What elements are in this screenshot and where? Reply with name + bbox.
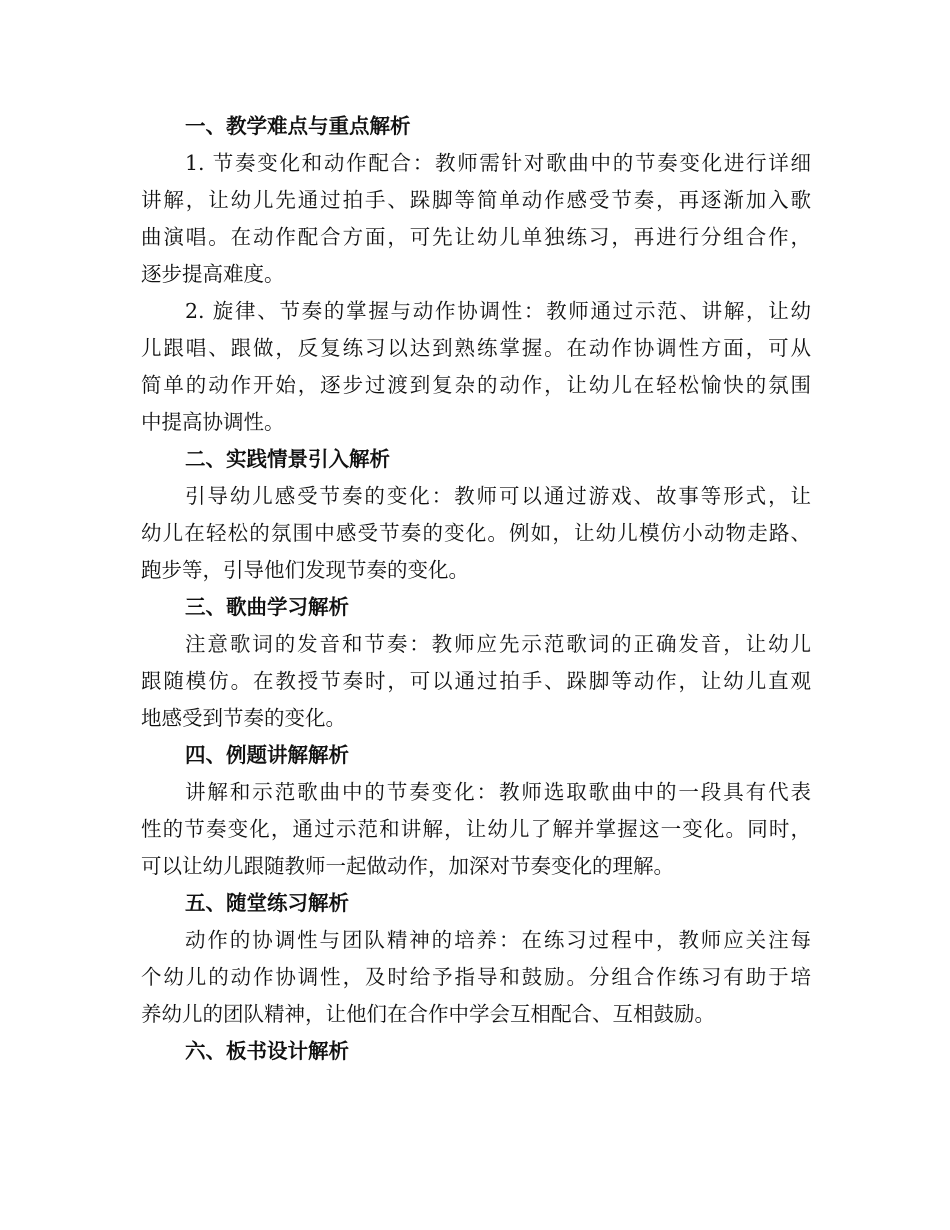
paragraph-line: 个幼儿的动作协调性，及时给予指导和鼓励。分组合作练习有助于培 [141, 965, 811, 989]
paragraph [141, 293, 811, 441]
paragraph-line: 逐步提高难度。 [141, 262, 285, 286]
paragraph-line: 跑步等，引导他们发现节奏的变化。 [141, 558, 469, 582]
paragraph [141, 626, 811, 737]
paragraph-line: 中提高协调性。 [141, 410, 285, 434]
section-heading: 四、例题讲解解析 [185, 743, 349, 767]
paragraph-line: 儿跟唱、跟做，反复练习以达到熟练掌握。在动作协调性方面，可从 [141, 336, 811, 360]
paragraph-line: 引导幼儿感受节奏的变化：教师可以通过游戏、故事等形式，让 [185, 484, 811, 508]
paragraph-line: 性的节奏变化，通过示范和讲解，让幼儿了解并掌握这一变化。同时， [141, 817, 811, 841]
paragraph [141, 774, 811, 885]
section-heading: 一、教学难点与重点解析 [185, 114, 411, 138]
paragraph [141, 145, 811, 293]
paragraph-line: 可以让幼儿跟随教师一起做动作，加深对节奏变化的理解。 [141, 854, 674, 878]
section-heading: 六、板书设计解析 [185, 1039, 349, 1063]
paragraph-line: 注意歌词的发音和节奏：教师应先示范歌词的正确发音，让幼儿 [185, 632, 811, 656]
paragraph [141, 478, 811, 589]
paragraph-line: 讲解和示范歌曲中的节奏变化：教师选取歌曲中的一段具有代表 [185, 780, 811, 804]
paragraph-line: 幼儿在轻松的氛围中感受节奏的变化。例如，让幼儿模仿小动物走路、 [141, 521, 811, 545]
section-heading: 三、歌曲学习解析 [185, 595, 349, 619]
paragraph-line: 动作的协调性与团队精神的培养：在练习过程中，教师应关注每 [185, 928, 811, 952]
paragraph-line: 2. 旋律、节奏的掌握与动作协调性：教师通过示范、讲解，让幼 [185, 299, 811, 323]
section-heading: 二、实践情景引入解析 [185, 447, 390, 471]
paragraph-line: 跟随模仿。在教授节奏时，可以通过拍手、跺脚等动作，让幼儿直观 [141, 669, 811, 693]
paragraph-line: 1. 节奏变化和动作配合：教师需针对歌曲中的节奏变化进行详细 [185, 151, 811, 175]
paragraph [141, 922, 811, 1033]
document-page [141, 108, 811, 1070]
paragraph-line: 养幼儿的团队精神，让他们在合作中学会互相配合、互相鼓励。 [141, 1002, 715, 1026]
section-heading: 五、随堂练习解析 [185, 891, 349, 915]
paragraph-line: 地感受到节奏的变化。 [141, 706, 346, 730]
paragraph-line: 简单的动作开始，逐步过渡到复杂的动作，让幼儿在轻松愉快的氛围 [141, 373, 811, 397]
paragraph-line: 讲解，让幼儿先通过拍手、跺脚等简单动作感受节奏，再逐渐加入歌 [141, 188, 811, 212]
paragraph-line: 曲演唱。在动作配合方面，可先让幼儿单独练习，再进行分组合作， [141, 225, 811, 249]
